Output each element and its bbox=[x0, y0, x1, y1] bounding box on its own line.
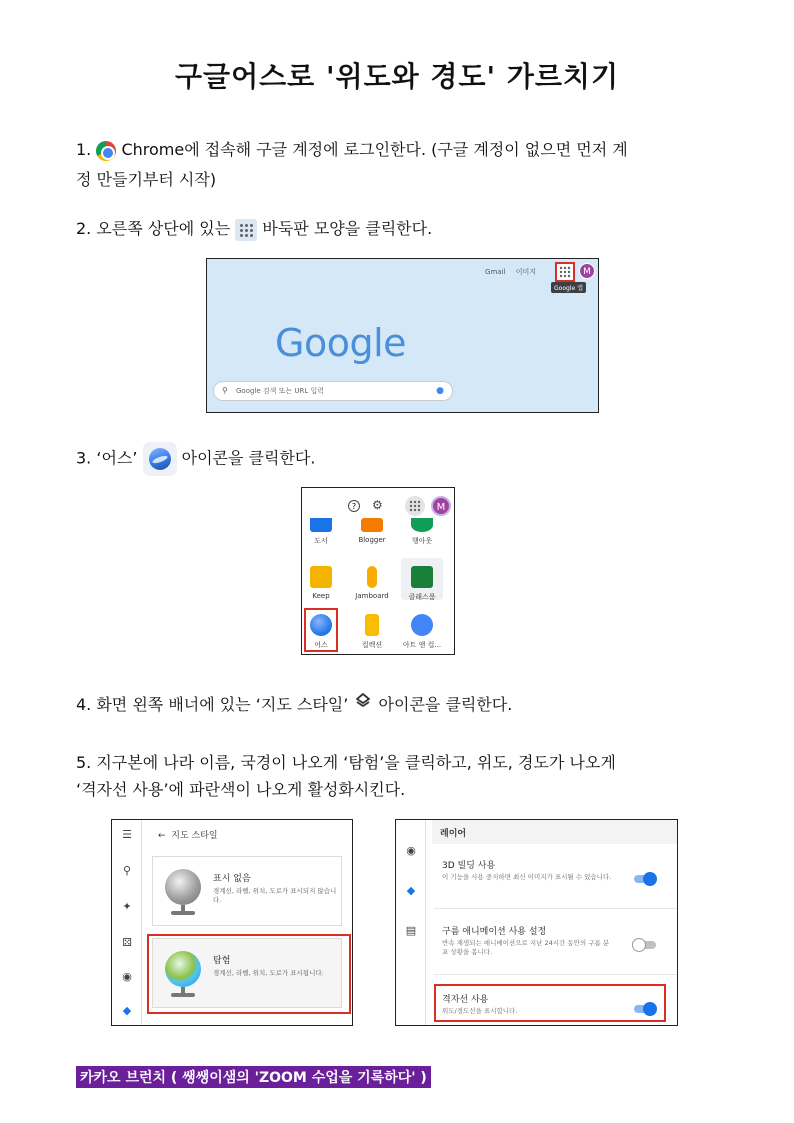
gridlines-selection-highlight bbox=[434, 984, 666, 1022]
gridlines-title: 격자선 사용 bbox=[442, 995, 489, 1005]
layers-icon[interactable]: ◆ bbox=[122, 1004, 132, 1017]
images-link[interactable]: 이미지 bbox=[515, 268, 536, 276]
app-jamboard[interactable]: Jamboard bbox=[350, 566, 394, 600]
projects-icon[interactable]: ◉ bbox=[122, 970, 132, 983]
step-1 bbox=[76, 135, 718, 165]
step-5-cont: ‘격자선 사용’에 파란색이 나오게 활성화시킨다. bbox=[76, 780, 406, 799]
buildings-title: 3D 빌딩 사용 bbox=[442, 861, 496, 871]
step-2 bbox=[76, 214, 718, 244]
jamboard-icon bbox=[367, 566, 377, 588]
page-title: 구글어스로 '위도와 경도' 가르치기 bbox=[174, 60, 620, 93]
help-icon[interactable]: ? bbox=[348, 500, 360, 512]
step-4-text-b: 아이콘을 클릭한다. bbox=[378, 695, 513, 714]
earth-selection-highlight bbox=[304, 608, 338, 652]
collections-icon bbox=[365, 614, 379, 636]
projects-icon[interactable]: ◉ bbox=[406, 844, 416, 857]
gmail-link[interactable]: Gmail bbox=[485, 268, 506, 276]
menu-icon[interactable]: ☰ bbox=[122, 828, 132, 841]
buildings-toggle[interactable] bbox=[634, 875, 656, 883]
layers-header: 레이어 bbox=[432, 820, 678, 844]
app-earth[interactable]: 어스 bbox=[301, 614, 343, 650]
step-2-text-b: 바둑판 모양을 클릭한다. bbox=[262, 219, 433, 238]
google-top-links bbox=[477, 267, 536, 277]
app-collections[interactable]: 컬렉션 bbox=[350, 614, 394, 650]
arts-culture-icon bbox=[411, 614, 433, 636]
step-3-text-a: 3. ‘어스’ bbox=[76, 448, 138, 468]
app-keep[interactable]: Keep bbox=[301, 566, 343, 600]
clouds-title: 구름 애니메이션 사용 설정 bbox=[442, 927, 547, 937]
search-icon: ⚲ bbox=[222, 386, 228, 395]
hangouts-icon bbox=[411, 518, 433, 532]
style-option-desc: 경계선, 라벨, 위치, 도로가 표시되지 않습니다. bbox=[213, 887, 337, 904]
left-rail bbox=[112, 820, 142, 1026]
avatar[interactable]: M bbox=[431, 496, 451, 516]
random-icon[interactable]: ⚄ bbox=[122, 936, 132, 949]
apps-tooltip: Google 앱 bbox=[551, 282, 586, 293]
layers-icon[interactable]: ◆ bbox=[406, 884, 416, 897]
keep-icon bbox=[310, 566, 332, 588]
ruler-icon[interactable]: ▤ bbox=[405, 924, 417, 937]
buildings-desc: 이 기능을 사용 중지하면 최신 이미지가 표시될 수 있습니다. bbox=[442, 873, 612, 881]
style-option-title: 표시 없음 bbox=[213, 874, 251, 884]
apps-grid-button[interactable] bbox=[405, 496, 425, 516]
clouds-toggle[interactable] bbox=[634, 941, 656, 949]
layers-icon bbox=[353, 691, 373, 721]
apps-grid-icon bbox=[557, 264, 573, 280]
clouds-desc: 반속 재생되는 애니메이션으로 지난 24시간 동안의 구름 분포 상황을 봅니다. bbox=[442, 939, 610, 956]
map-style-title: 지도 스타일 bbox=[171, 831, 218, 841]
google-earth-icon bbox=[143, 442, 177, 476]
gear-icon[interactable]: ⚙ bbox=[372, 498, 383, 512]
step-3-text-b: 아이콘을 클릭한다. bbox=[181, 448, 316, 468]
style-option-clean[interactable] bbox=[152, 856, 342, 926]
step-5: 5. 지구본에 나라 이름, 국경이 나오게 ‘탐험’을 클릭하고, 위도, 경도가 나오게 bbox=[76, 753, 616, 772]
app-blogger[interactable]: Blogger bbox=[350, 518, 394, 544]
divider bbox=[434, 908, 678, 909]
google-home-screenshot bbox=[206, 258, 599, 413]
search-icon[interactable]: ⚲ bbox=[122, 864, 132, 877]
avatar[interactable]: M bbox=[579, 263, 595, 279]
style-option-title: 탐험 bbox=[213, 956, 231, 966]
map-style-header bbox=[158, 828, 218, 841]
step-4 bbox=[76, 690, 718, 721]
step-1-cont: 정 만들기부터 시작) bbox=[76, 170, 217, 189]
step-2-text-a: 2. 오른쪽 상단에 있는 bbox=[76, 219, 231, 238]
apps-grid-icon bbox=[405, 496, 425, 516]
google-logo: Google bbox=[275, 321, 407, 365]
step-4-text-a: 4. 화면 왼쪽 배너에 있는 ‘지도 스타일’ bbox=[76, 695, 349, 714]
books-icon bbox=[310, 518, 332, 532]
google-apps-button[interactable] bbox=[555, 262, 575, 282]
app-hangouts[interactable]: 행아웃 bbox=[400, 518, 444, 546]
apps-menu-screenshot bbox=[301, 487, 455, 655]
apps-grid-icon bbox=[235, 219, 257, 241]
left-rail bbox=[396, 820, 426, 1026]
divider bbox=[434, 974, 678, 975]
search-placeholder: Google 검색 또는 URL 입력 bbox=[236, 387, 325, 395]
step-3 bbox=[76, 442, 718, 476]
blogger-icon bbox=[361, 518, 383, 532]
globe-gray-icon bbox=[161, 867, 205, 915]
voyager-icon[interactable]: ✦ bbox=[122, 900, 132, 913]
layer-settings-screenshot bbox=[395, 819, 678, 1026]
footer-credit: 카카오 브런치 ( 쌩쌩이샘의 'ZOOM 수업을 기록하다' ) bbox=[76, 1066, 431, 1088]
exploration-selection-highlight bbox=[147, 934, 351, 1014]
app-classroom[interactable]: 클래스룸 bbox=[400, 566, 444, 602]
style-option-desc: 경계선, 라벨, 위치, 도로가 표시됩니다. bbox=[213, 969, 324, 977]
step-1-number: 1. bbox=[76, 140, 92, 159]
gridlines-desc: 위도/경도선을 표시합니다. bbox=[442, 1007, 518, 1015]
app-books[interactable]: 도서 bbox=[301, 518, 343, 546]
back-arrow-icon[interactable]: ← bbox=[158, 831, 166, 841]
app-arts-culture[interactable]: 아트 앤 컬... bbox=[400, 614, 444, 650]
microphone-icon[interactable]: ● bbox=[436, 386, 444, 396]
step-1-text: Chrome에 접속해 구글 계정에 로그인한다. (구글 계정이 없으면 먼저 계 bbox=[121, 140, 628, 159]
map-style-screenshot bbox=[111, 819, 353, 1026]
classroom-icon bbox=[411, 566, 433, 588]
search-input[interactable] bbox=[213, 381, 453, 401]
chrome-icon bbox=[96, 141, 116, 161]
